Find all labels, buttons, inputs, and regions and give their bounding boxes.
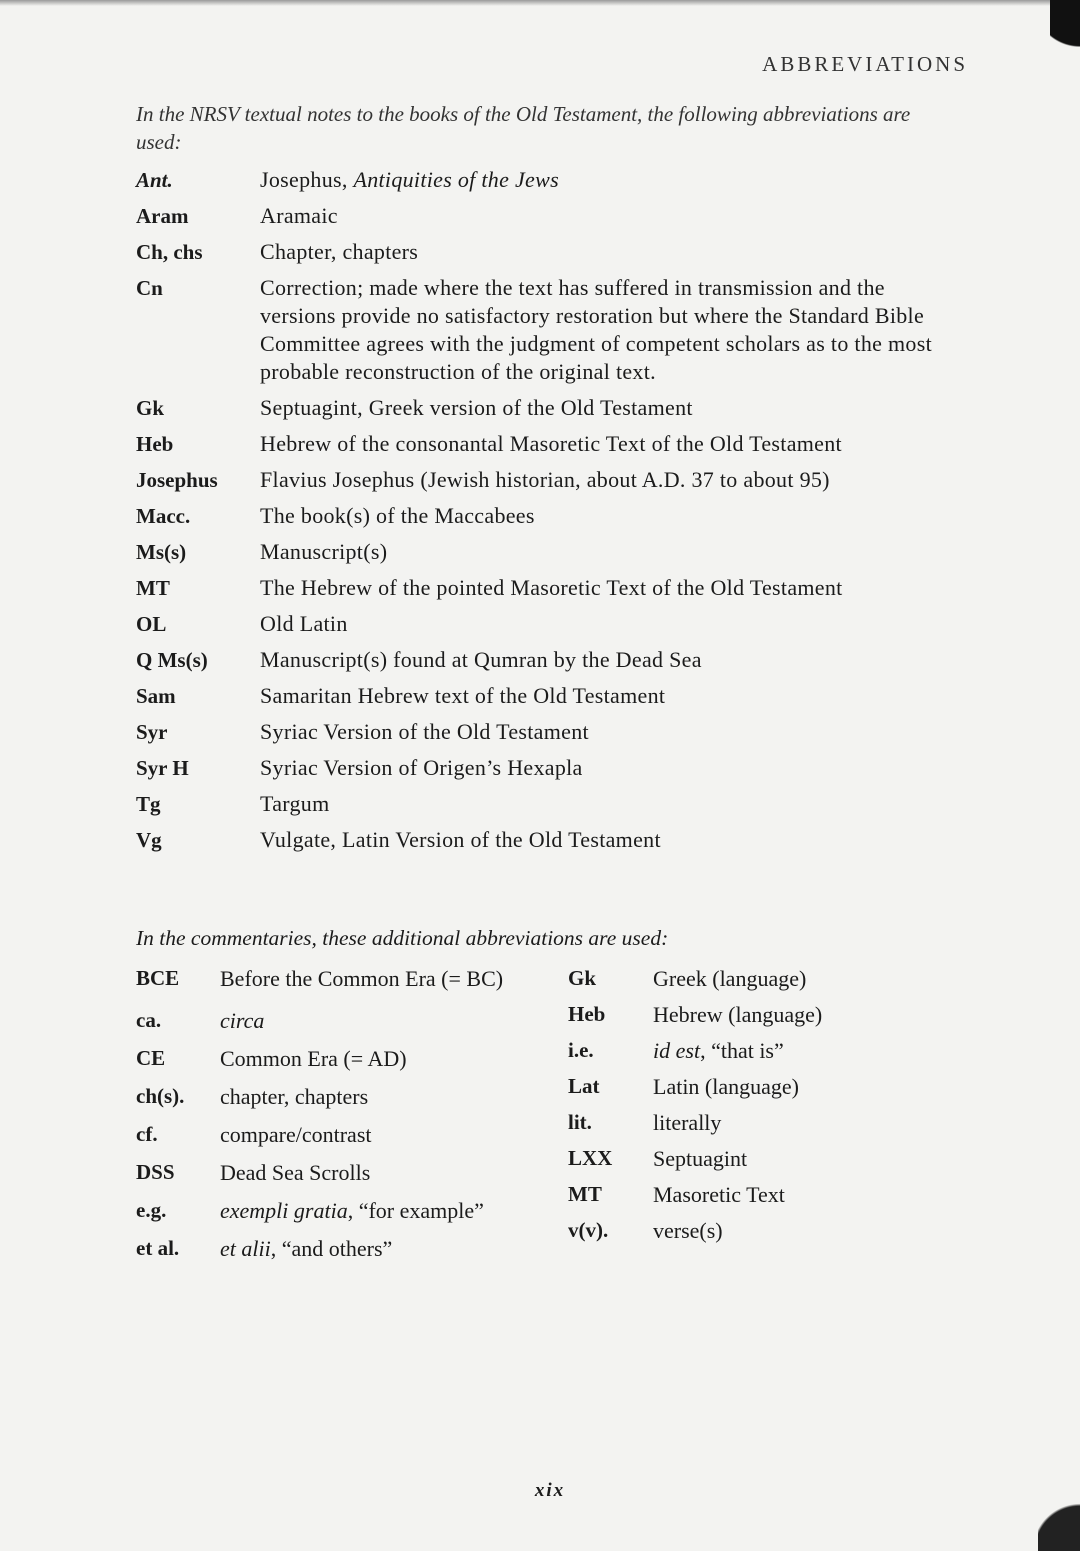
abbreviation-definition	[220, 1120, 556, 1150]
definition-text: compare/contrast	[220, 1122, 372, 1147]
abbreviation-definition	[220, 1196, 556, 1226]
abbreviation-definition	[653, 1180, 948, 1210]
abbreviation-term: DSS	[136, 1160, 175, 1184]
abbreviation-definition	[653, 1108, 948, 1138]
commentary-abbreviation-row	[568, 1180, 948, 1210]
abbreviation-definition	[220, 1006, 556, 1036]
commentary-abbreviation-row	[568, 1072, 948, 1102]
ot-abbreviation-row	[136, 754, 966, 782]
commentary-abbreviation-row	[136, 1158, 556, 1188]
abbreviation-definition	[653, 1072, 948, 1102]
abbreviation-definition	[260, 790, 966, 818]
abbreviation-term: Cn	[136, 276, 163, 300]
definition-text: Common Era (= AD)	[220, 1046, 407, 1071]
abbreviation-term: v(v).	[568, 1218, 609, 1242]
definition-text: Syriac Version of Origen’s Hexapla	[260, 755, 583, 780]
definition-text: Septuagint	[653, 1146, 748, 1171]
commentary-abbreviation-row	[136, 1234, 556, 1264]
running-head: ABBREVIATIONS	[762, 52, 968, 76]
abbreviation-term: ch(s).	[136, 1084, 185, 1108]
page-top-edge	[0, 0, 1080, 6]
commentary-abbreviation-row	[136, 1082, 556, 1112]
definition-text: Flavius Josephus (Jewish historian, about A.D. 37 to about 95)	[260, 467, 830, 492]
definition-text: Old Latin	[260, 611, 348, 636]
definition-text: Hebrew of the consonantal Masoretic Text of the Old Testament	[260, 431, 842, 456]
abbreviation-term: Syr	[136, 720, 168, 744]
definition-text: Vulgate, Latin Version of the Old Testament	[260, 827, 661, 852]
abbreviation-term: BCE	[136, 966, 180, 990]
abbreviation-term: Josephus	[136, 468, 218, 492]
commentary-intro: In the commentaries, these additional abbreviations are used:	[136, 926, 669, 950]
ot-abbreviation-row	[136, 166, 966, 194]
ot-abbreviation-row	[136, 718, 966, 746]
definition-text: verse(s)	[653, 1218, 723, 1243]
abbreviation-definition	[260, 646, 966, 674]
definition-text: Josephus,	[260, 167, 354, 192]
abbreviation-term: e.g.	[136, 1198, 167, 1222]
ot-abbreviation-row	[136, 790, 966, 818]
abbreviation-definition	[260, 466, 966, 494]
definition-text: literally	[653, 1110, 722, 1135]
abbreviation-definition	[260, 502, 966, 530]
abbreviation-definition	[653, 1216, 948, 1246]
definition-text: , “that is”	[700, 1038, 784, 1063]
abbreviation-term: MT	[568, 1182, 602, 1206]
abbreviation-definition	[260, 610, 966, 638]
abbreviation-term: Lat	[568, 1074, 600, 1098]
ot-abbreviation-row	[136, 274, 966, 386]
ot-abbreviation-row	[136, 466, 966, 494]
commentary-abbreviation-row	[568, 1144, 948, 1174]
definition-text: Septuagint, Greek version of the Old Testament	[260, 395, 693, 420]
ot-abbreviation-row	[136, 430, 966, 458]
commentary-abbreviation-row	[136, 1120, 556, 1150]
abbreviation-definition	[260, 274, 966, 386]
abbreviation-term: ca.	[136, 1008, 162, 1032]
ot-abbreviation-row	[136, 646, 966, 674]
abbreviation-term: LXX	[568, 1146, 613, 1170]
page-corner-top-right	[1050, 0, 1080, 70]
abbreviation-term: MT	[136, 576, 170, 600]
commentary-abbreviation-row	[568, 1000, 948, 1030]
definition-text: Chapter, chapters	[260, 239, 419, 264]
abbreviation-term: Macc.	[136, 504, 191, 528]
abbreviation-definition	[260, 826, 966, 854]
ot-abbreviation-row	[136, 502, 966, 530]
abbreviation-term: Heb	[136, 432, 174, 456]
abbreviation-term: Aram	[136, 204, 189, 228]
abbreviation-term: Gk	[568, 966, 597, 990]
abbreviation-term: Heb	[568, 1002, 606, 1026]
definition-text: Aramaic	[260, 203, 338, 228]
abbreviation-definition	[260, 202, 966, 230]
abbreviation-definition	[260, 166, 966, 194]
abbreviation-term: Ms(s)	[136, 540, 187, 564]
definition-italic-text: circa	[220, 1008, 265, 1033]
abbreviation-definition	[653, 1144, 948, 1174]
definition-text: , “and others”	[270, 1236, 393, 1261]
abbreviation-term: cf.	[136, 1122, 158, 1146]
abbreviation-definition	[653, 964, 948, 994]
abbreviation-definition	[220, 964, 556, 994]
ot-abbreviation-list	[136, 166, 966, 862]
definition-text: Manuscript(s)	[260, 539, 388, 564]
page-number: xix	[534, 1480, 566, 1501]
abbreviation-term: Sam	[136, 684, 176, 708]
abbreviation-definition	[260, 394, 966, 422]
abbreviation-term: OL	[136, 612, 167, 636]
commentary-abbreviation-row	[136, 1044, 556, 1074]
ot-abbreviation-row	[136, 202, 966, 230]
commentary-abbreviation-row	[568, 1108, 948, 1138]
ot-intro: In the NRSV textual notes to the books of the Old Testament, the following abbreviations are used:	[136, 102, 911, 154]
commentary-abbreviation-row	[136, 964, 556, 994]
abbreviation-definition	[260, 574, 966, 602]
definition-text: Correction; made where the text has suffered in transmission and the versions provide no satisfactory restoration but where the Standard Bible Committee agrees with the judgment of competent scholars as to the most probable reconstruction of the original text.	[260, 275, 932, 384]
definition-text: Greek (language)	[653, 966, 807, 991]
abbreviation-term: Ch, chs	[136, 240, 203, 264]
abbreviation-term: CE	[136, 1046, 166, 1070]
definition-text: The Hebrew of the pointed Masoretic Text of the Old Testament	[260, 575, 843, 600]
abbreviation-definition	[220, 1044, 556, 1074]
definition-text: Targum	[260, 791, 330, 816]
abbreviation-term: lit.	[568, 1110, 592, 1134]
abbreviation-definition	[260, 430, 966, 458]
ot-abbreviation-row	[136, 394, 966, 422]
abbreviation-definition	[260, 754, 966, 782]
abbreviation-definition	[260, 718, 966, 746]
definition-text: Manuscript(s) found at Qumran by the Dead Sea	[260, 647, 702, 672]
definition-text: chapter, chapters	[220, 1084, 369, 1109]
abbreviation-definition	[260, 238, 966, 266]
commentary-abbreviation-row	[568, 1036, 948, 1066]
abbreviation-term: et al.	[136, 1236, 180, 1260]
ot-abbreviation-row	[136, 574, 966, 602]
abbreviation-term: Q Ms(s)	[136, 648, 208, 672]
definition-italic-text: exempli gratia	[220, 1198, 348, 1223]
abbreviation-definition	[260, 538, 966, 566]
ot-abbreviation-row	[136, 682, 966, 710]
abbreviation-term: Gk	[136, 396, 165, 420]
definition-text: Samaritan Hebrew text of the Old Testament	[260, 683, 666, 708]
definition-italic-text: Antiquities of the Jews	[353, 167, 559, 192]
abbreviation-term: Tg	[136, 792, 161, 816]
definition-text: Masoretic Text	[653, 1182, 785, 1207]
definition-text: , “for example”	[347, 1198, 484, 1223]
abbreviation-term: Ant.	[136, 168, 173, 192]
abbreviation-term: i.e.	[568, 1038, 594, 1062]
definition-text: The book(s) of the Maccabees	[260, 503, 535, 528]
abbreviation-definition	[220, 1234, 556, 1264]
commentary-list-left	[136, 964, 556, 1264]
definition-text: Before the Common Era (= BC)	[220, 966, 504, 991]
ot-abbreviation-row	[136, 610, 966, 638]
abbreviation-definition	[653, 1000, 948, 1030]
definition-italic-text: id est	[653, 1038, 701, 1063]
commentary-abbreviation-row	[568, 1216, 948, 1246]
commentary-abbreviation-row	[568, 964, 948, 994]
definition-text: Hebrew (language)	[653, 1002, 823, 1027]
abbreviation-term: Syr H	[136, 756, 189, 780]
abbreviation-definition	[220, 1082, 556, 1112]
ot-abbreviation-row	[136, 538, 966, 566]
abbreviation-definition	[260, 682, 966, 710]
ot-abbreviation-row	[136, 826, 966, 854]
commentary-abbreviation-row	[136, 1196, 556, 1226]
ot-abbreviation-row	[136, 238, 966, 266]
abbreviation-definition	[220, 1158, 556, 1188]
abbreviation-term: Vg	[136, 828, 162, 852]
commentary-list-right	[568, 964, 948, 1246]
definition-text: Latin (language)	[653, 1074, 799, 1099]
abbreviation-definition	[653, 1036, 948, 1066]
definition-italic-text: et alii	[220, 1236, 271, 1261]
definition-text: Dead Sea Scrolls	[220, 1160, 371, 1185]
definition-text: Syriac Version of the Old Testament	[260, 719, 589, 744]
commentary-abbreviation-row	[136, 1006, 556, 1036]
